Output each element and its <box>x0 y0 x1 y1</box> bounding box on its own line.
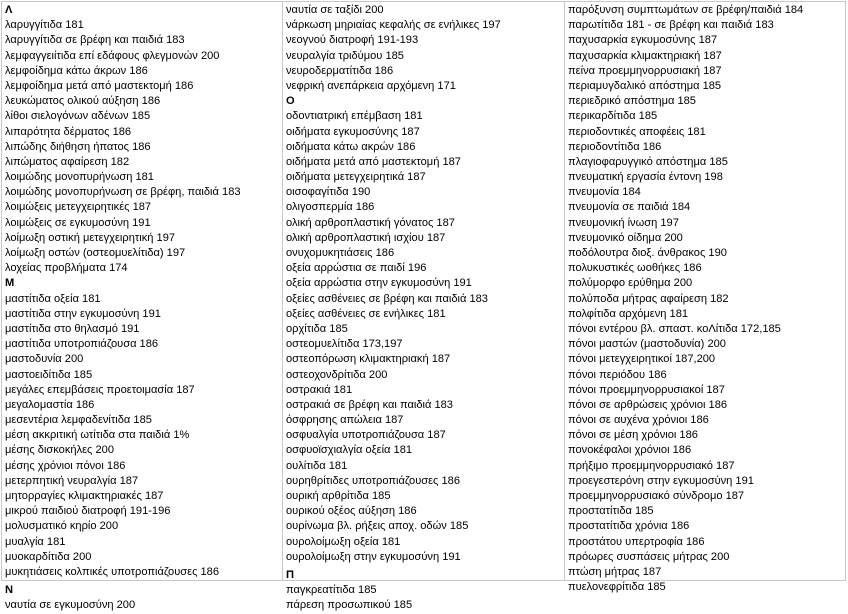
index-entry: λαρυγγίτιδα σε βρέφη και παιδιά 183 <box>5 34 185 47</box>
index-entry: ουρολοίμωξη στην εγκυμοσύνη 191 <box>286 550 461 563</box>
index-entry: οξεία αρρώστια στην εγκυμοσύνη 191 <box>286 277 472 290</box>
index-entry: πόνοι μετεγχειρητικοί 187,200 <box>568 353 716 366</box>
index-entry: ουρική αρθρίτιδα 185 <box>286 490 391 502</box>
index-entry: πόνοι σε αυχένα χρόνιοι 186 <box>568 414 709 427</box>
index-entry: πόνοι σε μέση χρόνιοι 186 <box>568 429 698 442</box>
index-entry: λεμφαγγειίτιδα επί εδάφους φλεγμονών 200 <box>5 49 220 62</box>
index-entry: λεμφοίδημα κάτω άκρων 186 <box>5 64 148 77</box>
index-entry: νευραλγία τριδύμου 185 <box>286 49 404 62</box>
index-entry: λεμφοίδημα μετά από μαστεκτομή 186 <box>5 79 194 92</box>
index-entry: πτώση μήτρας 187 <box>568 565 662 578</box>
index-entry: λοιμώξεις σε εγκυμοσύνη 191 <box>5 216 151 229</box>
index-entry: οξείες ασθένειες σε ενήλικες 181 <box>286 307 446 320</box>
index-entry: μικρού παιδιού διατροφή 191-196 <box>5 505 171 518</box>
index-entry: μαστίτιδα υποτροπιάζουσα 186 <box>5 338 159 351</box>
index-entry: πόνοι σε αρθρώσεις χρόνιοι 186 <box>568 398 728 411</box>
index-entry: μετερπητική νευραλγία 187 <box>5 474 139 487</box>
index-entry: προστατίτιδα χρόνια 186 <box>568 520 690 533</box>
index-entry: ουρολοίμωξη οξεία 181 <box>286 535 401 548</box>
index-entry: λαρυγγίτιδα 181 <box>5 19 84 32</box>
index-entry: μυαλγία 181 <box>5 535 66 548</box>
index-entry: λευκώματος ολικού αύξηση 186 <box>5 95 161 108</box>
index-entry: παχυσαρκία κλιμακτηριακή 187 <box>568 49 722 62</box>
index-entry: πολύποδα μήτρας αφαίρεση 182 <box>568 292 729 305</box>
index-entry: πνευμονική ίνωση 197 <box>568 216 679 229</box>
index-entry: μαστοειδίτιδα 185 <box>5 368 93 381</box>
index-entry: οξείες ασθένειες σε βρέφη και παιδιά 183 <box>286 292 488 305</box>
index-entry: μαστίτιδα στο θηλασμό 191 <box>5 322 140 335</box>
index-entry: ολιγοσπερμία 186 <box>286 201 375 214</box>
index-entry: λοιμώδης μονοπυρήνωση 181 <box>5 171 154 184</box>
index-entry: πνευματική εργασία έντονη 198 <box>568 171 723 184</box>
index-entry: μέσης χρόνιοι πόνοι 186 <box>5 459 126 472</box>
letter-heading: Ο <box>286 95 295 108</box>
index-entry: μεσεντέρια λεμφαδενίτιδα 185 <box>5 414 152 427</box>
index-entry: μυκητιάσεις κολπικές υποτροπιάζουσες 186 <box>5 565 220 578</box>
index-entry: λιπώματος αφαίρεση 182 <box>5 155 130 168</box>
index-entry: μεγάλες επεμβάσεις προετοιμασία 187 <box>5 383 195 396</box>
index-entry: μέσης δισκοκήλες 200 <box>5 444 114 457</box>
letter-heading: Λ <box>5 4 13 16</box>
index-entry: πάρεση προσωπικού 185 <box>286 599 413 612</box>
index-entry: περιαμυγδαλικό απόστημα 185 <box>568 79 722 92</box>
index-entry: περιοδοντίτιδα 186 <box>568 140 662 153</box>
index-entry: πνευμονία 184 <box>568 186 641 199</box>
index-entry: πόνοι εντέρου βλ. σπαστ. κοΛίτιδα 172,185 <box>568 322 781 335</box>
index-entry: πολφίτιδα αρχόμενη 181 <box>568 307 689 320</box>
index-entry: προεγεστερόνη στην εγκυμοσύνη 191 <box>568 474 754 487</box>
index-entry: παρωτίτιδα 181 - σε βρέφη και παιδιά 183 <box>568 19 774 32</box>
index-entry: μεγαλομαστία 186 <box>5 398 95 411</box>
index-entry: πολύμορφο ερύθημα 200 <box>568 277 693 290</box>
index-entry: παρόξυνση συμπτωμάτων σε βρέφη/παιδιά 184 <box>568 4 804 16</box>
index-column-3 <box>565 2 846 594</box>
index-entry: πείνα προεμμηνορρυσιακή 187 <box>568 64 722 77</box>
index-entry: ποδόλουτρα διοξ. άνθρακος 190 <box>568 247 727 259</box>
index-entry: ουρίνωμα βλ. ρήξεις αποχ. οδών 185 <box>286 520 469 533</box>
index-entry: ναυτία σε ταξίδι 200 <box>286 4 384 16</box>
index-entry: λοιμώδης μονοπυρήνωση σε βρέφη, παιδιά 183 <box>5 186 241 199</box>
index-entry: μαστίτιδα οξεία 181 <box>5 292 101 305</box>
index-entry: προστατίτιδα 185 <box>568 505 654 518</box>
index-entry: ολική αρθροπλαστική ισχίου 187 <box>286 231 446 244</box>
index-entry: λιπώδης διήθηση ήπατος 186 <box>5 140 151 153</box>
index-entry: λίθοι σιελογόνων αδένων 185 <box>5 110 151 123</box>
index-entry: οδοντιατρική επέμβαση 181 <box>286 110 423 123</box>
index-entry: προεμμηνορρυσιακό σύνδρομο 187 <box>568 490 745 502</box>
index-entry: πρήξιμο προεμμηνορρυσιακό 187 <box>568 459 735 472</box>
index-entry: οιδήματα κάτω ακρών 186 <box>286 140 416 153</box>
index-entry: μυοκαρδίτιδα 200 <box>5 550 92 563</box>
index-entry: οσφυαλγία υποτροπιάζουσα 187 <box>286 429 446 442</box>
index-entry: ορχίτιδα 185 <box>286 322 348 335</box>
index-entry: όσφρησης απώλεια 187 <box>286 414 404 427</box>
index-entry: ουρικού οξέος αύξηση 186 <box>286 505 417 518</box>
index-entry: νεφρική ανεπάρκεια αρχόμενη 171 <box>286 79 456 92</box>
index-entry: πνευμονικό οίδημα 200 <box>568 231 683 244</box>
index-entry: οισοφαγίτιδα 190 <box>286 186 371 199</box>
index-entry: λοχείας προβλήματα 174 <box>5 262 128 275</box>
index-column-1 <box>2 2 283 612</box>
index-entry: νάρκωση μηριαίας κεφαλής σε ενήλικες 197 <box>286 19 501 32</box>
index-entry: μολυσματικό κηρίο 200 <box>5 520 119 533</box>
index-entry: πυελονεφρίτιδα 185 <box>568 581 666 594</box>
index-entry: πλαγιοφαρυγγικό απόστημα 185 <box>568 155 728 168</box>
index-entry: μαστίτιδα στην εγκυμοσύνη 191 <box>5 307 161 320</box>
index-entry: νευροδερματίτιδα 186 <box>286 64 394 77</box>
index-entry: μητορραγίες κλιμακτηριακές 187 <box>5 490 164 502</box>
index-entry: μαστοδυνία 200 <box>5 353 84 366</box>
index-entry: πόνοι μαστών (μαστοδυνία) 200 <box>568 338 726 351</box>
index-entry: προστάτου υπερτροφία 186 <box>568 535 705 548</box>
index-entry: ολική αρθροπλαστική γόνατος 187 <box>286 216 455 229</box>
index-entry: περιεδρικό απόστημα 185 <box>568 95 696 108</box>
index-entry: ουρηθρίτιδες υποτροπιάζουσες 186 <box>286 474 460 487</box>
index-entry: λοιμώξεις μετεγχειρητικές 187 <box>5 201 152 214</box>
index-entry: λοίμωξη οστική μετεγχειρητική 197 <box>5 231 176 244</box>
index-entry: οστεομυελίτιδα 173,197 <box>286 338 403 351</box>
index-entry: πόνοι προεμμηνορρυσιακοί 187 <box>568 383 725 396</box>
index-entry: παχυσαρκία εγκυμοσύνης 187 <box>568 34 718 47</box>
index-entry: νεογνού διατροφή 191-193 <box>286 34 419 47</box>
letter-heading: Π <box>286 568 295 581</box>
index-entry: μέση ακκριτική ωτίτιδα στα παιδιά 1% <box>5 429 190 442</box>
letter-heading: Μ <box>5 277 15 290</box>
index-entry: πονοκέφαλοι χρόνιοι 186 <box>568 444 692 457</box>
index-entry: περιοδοντικές αποφέεις 181 <box>568 125 706 138</box>
index-entry: πνευμονία σε παιδιά 184 <box>568 201 691 214</box>
letter-heading: Ν <box>5 584 14 597</box>
index-entry: παγκρεατίτιδα 185 <box>286 584 377 597</box>
index-entry: πρόωρες συσπάσεις μήτρας 200 <box>568 550 730 563</box>
index-entry: οστεοχονδρίτιδα 200 <box>286 368 388 381</box>
index-entry: πόνοι περιόδου 186 <box>568 368 667 381</box>
index-entry: οιδήματα εγκυμοσύνης 187 <box>286 125 420 138</box>
index-entry: ναυτία σε εγκυμοσύνη 200 <box>5 599 136 612</box>
index-entry: οιδήματα μετά από μαστεκτομή 187 <box>286 155 461 168</box>
index-entry: οσφυοϊσχιαλγία οξεία 181 <box>286 444 413 457</box>
index-entry: λοίμωξη οστών (οστεομυελίτιδα) 197 <box>5 247 186 259</box>
index-entry: οιδήματα μετεγχειρητικά 187 <box>286 171 426 184</box>
index-entry: οστεοπόρωση κλιμακτηριακή 187 <box>286 353 451 366</box>
index-column-2 <box>283 2 565 612</box>
index-entry: οστρακιά σε βρέφη και παιδιά 183 <box>286 398 453 411</box>
index-entry: πολυκυστικές ωοθήκες 186 <box>568 262 702 275</box>
index-entry: ονυχομυκητιάσεις 186 <box>286 247 395 259</box>
index-entry: περικαρδίτιδα 185 <box>568 110 658 123</box>
index-entry: λιπαρότητα δέρματος 186 <box>5 125 132 138</box>
index-entry: οξεία αρρώστια σε παιδί 196 <box>286 262 427 275</box>
index-entry: οστρακιά 181 <box>286 383 353 396</box>
index-table <box>1 1 846 612</box>
index-entry: ουλίτιδα 181 <box>286 459 348 472</box>
